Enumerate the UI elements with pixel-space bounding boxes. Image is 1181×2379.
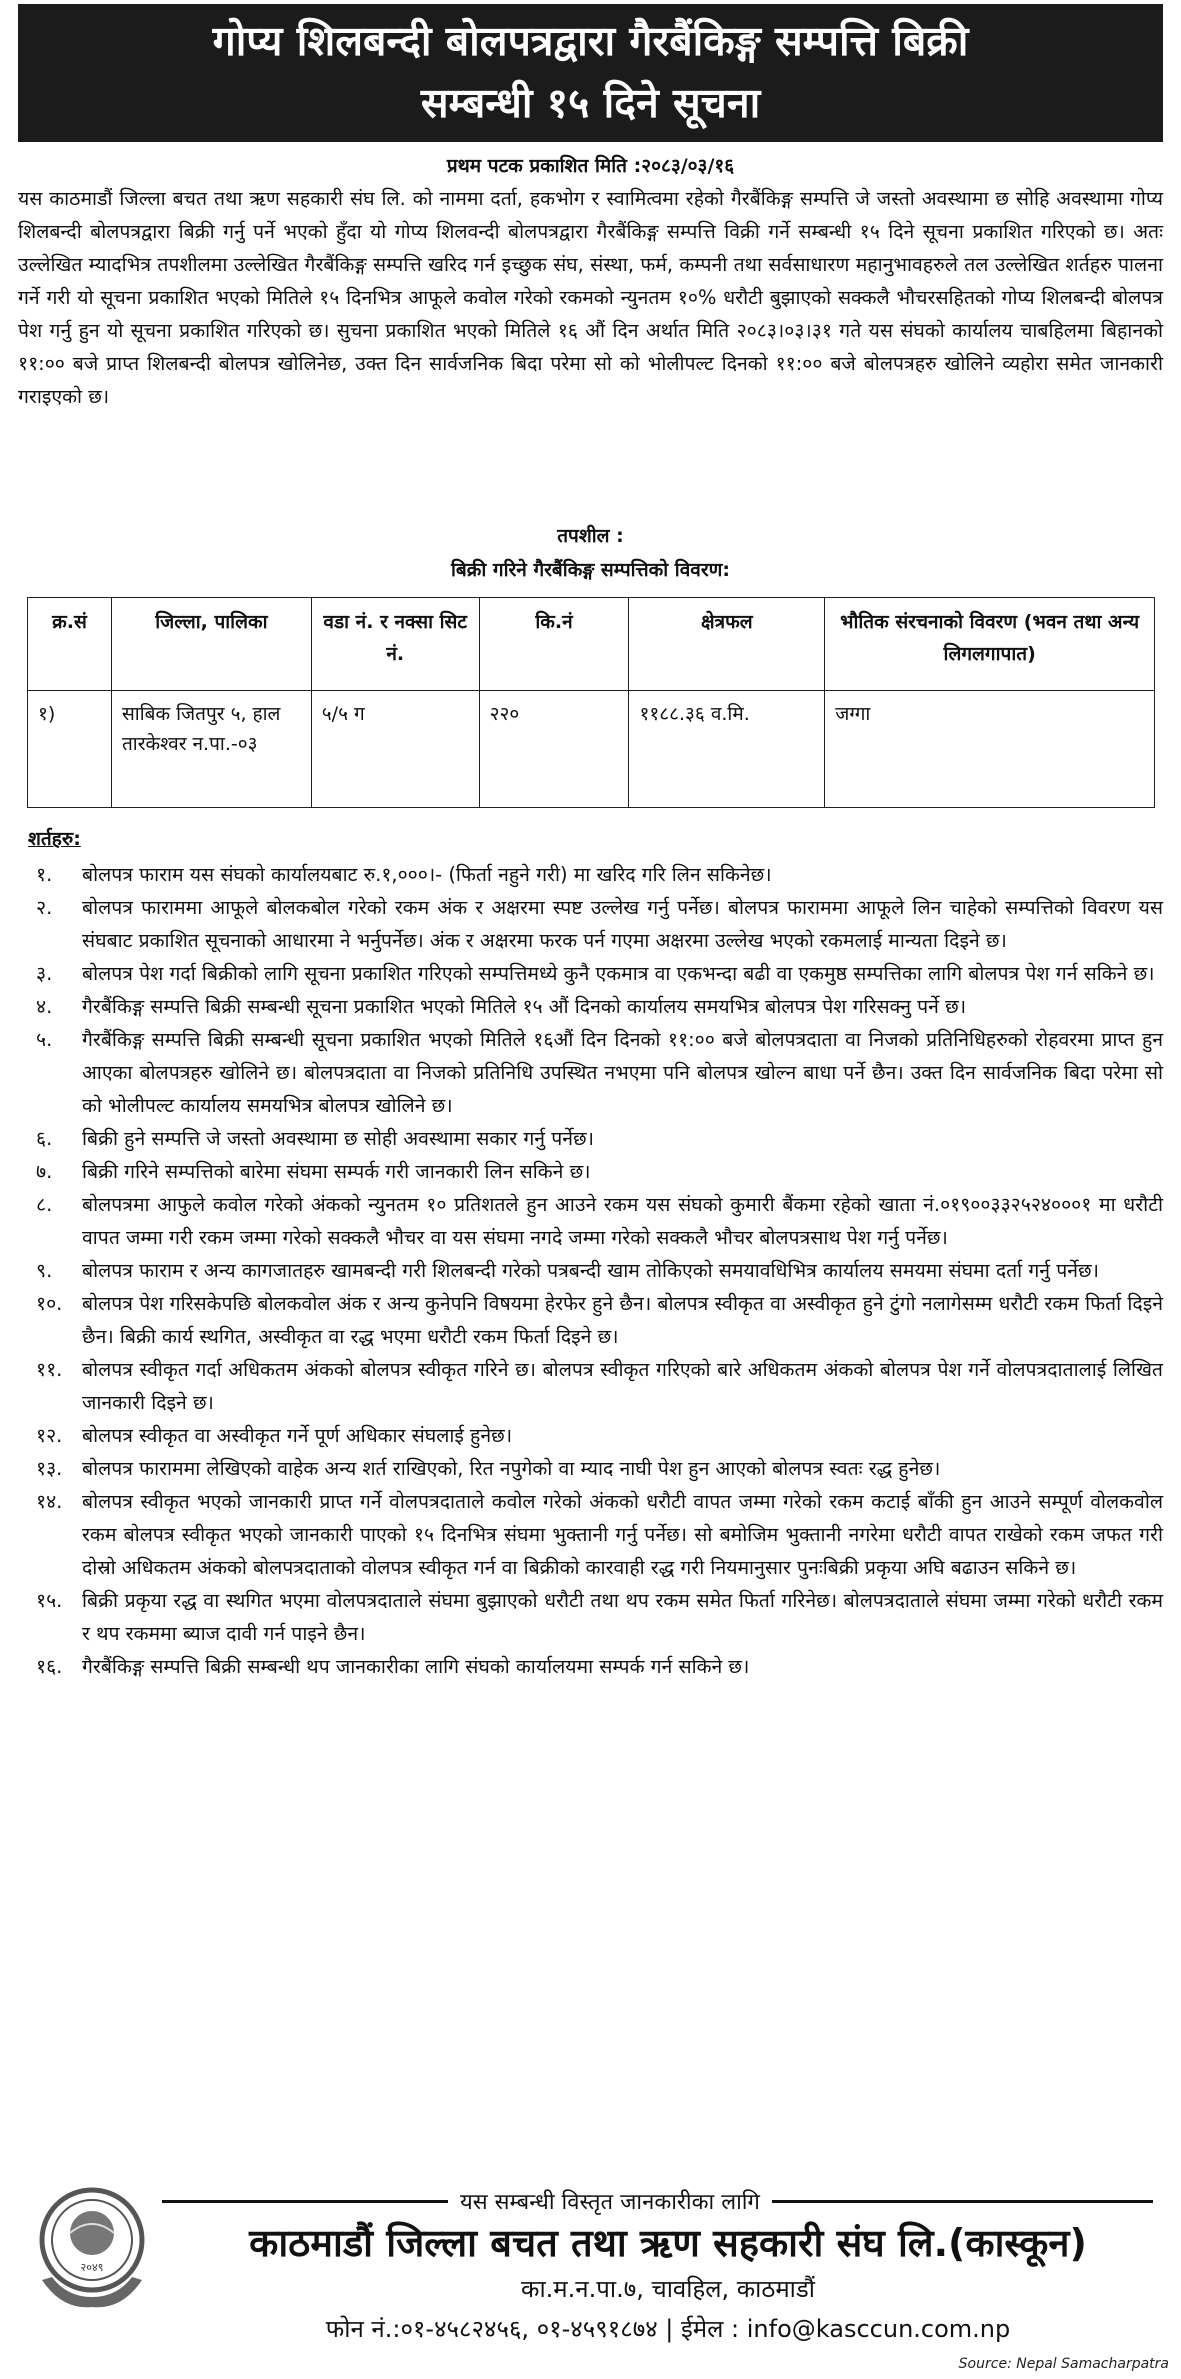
list-item	[18, 1023, 1163, 1122]
list-item	[18, 1485, 1163, 1584]
condition-number: ७.	[36, 1160, 53, 1183]
list-item	[18, 1584, 1163, 1650]
intro-paragraph: यस काठमाडौं जिल्ला बचत तथा ऋण सहकारी संघ लि. को नाममा दर्ता, हकभोग र स्वामित्वमा रहेको गैरबैंकिङ्ग सम्पत्ति जे जस्तो अवस्थामा छ सोहि अवस्थामा गोप्य शिलबन्दी बोलपत्रद्वारा बिक्री गर्नु पर्ने भएको हुँदा यो गोप्य शिलवन्दी बोलपत्रद्वारा गैरबैंकिङ्ग सम्पत्ति विक्री गर्ने सम्बन्धी १५ दिने सूचना प्रकाशित गरिएको छ। अतः उल्लेखित म्यादभित्र तपशीलमा उल्लेखित गैरबैंकिङ्ग सम्पत्ति खरिद गर्न इच्छुक संघ, संस्था, फर्म, कम्पनी तथा सर्वसाधारण महानुभावहरुले तल उल्लेखित शर्तहरु पालना गर्ने गरी यो सूचना प्रकाशित भएको मितिले १५ दिनभित्र आफूले कवोल गरेको रकमको न्युनतम १०% धरौटी बुझाएको सक्कलै भौचरसहितको गोप्य शिलबन्दी बोलपत्र पेश गर्नु हुन यो सूचना प्रकाशित गरिएको छ। सुचना प्रकाशित भएको मितिले १६ औं दिन अर्थात मिति २०८३।०३।३१ गते यस संघको कार्यालय चाबहिलमा बिहानको ११:०० बजे प्राप्त शिलबन्दी बोलपत्र खोलिनेछ, उक्त दिन सार्वजनिक बिदा परेमा सो को भोलीपल्ट दिनको ११:०० बजे बोलपत्रहरु खोलिने व्यहोरा समेत जानकारी गराइएको छ।	[18, 187, 1163, 408]
logo-year: २०४९	[80, 2261, 104, 2274]
table-row	[28, 691, 1155, 808]
organization-contact: फोन नं.:०१-४५८२४५६, ०१-४५९१८७४ | ईमेल : info@kasccun.com.np	[325, 2315, 1011, 2343]
footer-note: यस सम्बन्धी विस्तृत जानकारीका लागि	[448, 2186, 772, 2216]
list-item	[18, 1650, 1163, 1683]
list-item	[18, 1452, 1163, 1485]
notice-title	[18, 4, 1163, 142]
table-heading: बिक्री गरिने गैरबैंकिङ्ग सम्पत्तिको विवरण:	[451, 559, 730, 581]
list-item	[18, 1254, 1163, 1287]
cell-district: साबिक जितपुर ५, हाल तारकेश्वर न.पा.-०३	[111, 691, 311, 808]
organization-name: काठमाडौं जिल्ला बचत तथा ऋण सहकारी संघ लि.(कास्कून)	[249, 2221, 1087, 2265]
header-plot-no: कि.नं	[479, 598, 629, 691]
condition-text: बिक्री हुने सम्पत्ति जे जस्तो अवस्थामा छ सोही अवस्थामा सकार गर्नु पर्नेछ।	[82, 1127, 594, 1150]
condition-text: बोलपत्र स्वीकृत भएको जानकारी प्राप्त गर्ने वोलपत्रदाताले कवोल गरेको अंकको धरौटी वापत जम्मा गरेको रकम कटाई बाँकी हुन आउने सम्पूर्ण वोलकवोल रकम बोलपत्र स्वीकृत भएको जानकारी पाएको १५ दिनभित्र संघमा भुक्तानी गर्नु पर्नेछ। सो बमोजिम भुक्तानी नगरेमा धरौटी वापत राखेको रकम जफत गरी दोस्रो अधिकतम अंकको बोलपत्रदाताको वोलपत्र स्वीकृत गर्न वा बिक्रीको कारवाही रद्ध गरी नियमानुसार पुनःबिक्री प्रकृया अघि बढाउन सकिने छ।	[82, 1490, 1163, 1579]
details-heading: तपशील :	[557, 525, 624, 547]
cell-ward-map: ५/५ ग	[311, 691, 479, 808]
condition-number: १६.	[36, 1655, 63, 1678]
conditions-list	[18, 858, 1163, 1683]
condition-text: बोलपत्र फाराममा आफूले बोलकबोल गरेको रकम अंक र अक्षरमा स्पष्ट उल्लेख गर्नु पर्नेछ। बोलपत्र फाराममा आफूले लिन चाहेको सम्पत्तिको विवरण यस संघबाट प्रकाशित सूचनाको आधारमा ने भर्नुपर्नेछ। अंक र अक्षरमा फरक पर्न गएमा अक्षरमा उल्लेख भएको रकमलाई मान्यता दिइने छ।	[82, 896, 1163, 952]
condition-text: बोलपत्र स्वीकृत गर्दा अधिकतम अंकको बोलपत्र स्वीकृत गरिने छ। बोलपत्र स्वीकृत गरिएको बारे अधिकतम अंकको बोलपत्र पेश गर्ने वोलपत्रदातालाई लिखित जानकारी दिइने छ।	[82, 1358, 1163, 1414]
condition-text: गैरबैंकिङ्ग सम्पत्ति बिक्री सम्बन्धी सूचना प्रकाशित भएको मितिले १५ औं दिनको कार्यालय समयभित्र बोलपत्र पेश गरिसक्नु पर्ने छ।	[82, 995, 967, 1018]
condition-text: बोलपत्रमा आफुले कवोल गरेको अंकको न्युनतम १० प्रतिशतले हुन आउने रकम यस संघको कुमारी बैंकमा रहेको खाता नं.०१९००३३२५२४०००१ मा धरौटी वापत जम्मा गरी रकम जम्मा गरेको सक्कलै भौचर वा यस संघमा नगदे जम्मा गरेको सक्कलै भौचर बोलपत्रसाथ पेश गर्नु पर्नेछ।	[82, 1193, 1163, 1249]
condition-number: १३.	[36, 1457, 63, 1480]
condition-number: ९.	[36, 1259, 53, 1282]
list-item	[18, 1122, 1163, 1155]
condition-text: बोलपत्र फाराममा लेखिएको वाहेक अन्य शर्त राखिएको, रित नपुगेको वा म्याद नाघी पेश हुन आएको बोलपत्र स्वतः रद्ध हुनेछ।	[82, 1457, 941, 1480]
condition-text: बोलपत्र पेश गर्दा बिक्रीको लागि सूचना प्रकाशित गरिएको सम्पत्तिमध्ये कुनै एकमात्र वा एकभन्दा बढी वा एकमुष्ठ सम्पत्तिका लागि बोलपत्र पेश गर्न सकिने छ।	[82, 962, 1155, 985]
condition-number: ८.	[36, 1193, 53, 1216]
condition-number: १२.	[36, 1424, 63, 1447]
condition-text: बिक्री गरिने सम्पत्तिको बारेमा संघमा सम्पर्क गरी जानकारी लिन सकिने छ।	[82, 1160, 591, 1183]
condition-number: ३.	[36, 962, 53, 985]
title-line-1: गोप्य शिलबन्दी बोलपत्रद्वारा गैरबैंकिङ्ग सम्पत्ति बिक्री	[212, 17, 969, 65]
list-item	[18, 1419, 1163, 1452]
condition-number: ४.	[36, 995, 53, 1018]
organization-address: का.म.न.पा.७, चावहिल, काठमाडौं	[521, 2275, 815, 2303]
list-item	[18, 1155, 1163, 1188]
organization-logo	[32, 2185, 152, 2315]
condition-number: १०.	[36, 1292, 63, 1315]
list-item	[18, 1188, 1163, 1254]
header-district: जिल्ला, पालिका	[111, 598, 311, 691]
condition-text: गैरबैंकिङ्ग सम्पत्ति बिक्री सम्बन्धी सूचना प्रकाशित भएको मितिले १६औं दिन दिनको ११:०० बजे बोलपत्रदाता वा निजको प्रतिनिधिहरुको रोहवरमा प्राप्त हुन आएका बोलपत्रहरु खोलिने छ। बोलपत्रदाता वा निजको प्रतिनिधि उपस्थित नभएमा पनि बोलपत्र खोल्न बाधा पर्ने छैन। उक्त दिन सार्वजनिक बिदा परेमा सो को भोलीपल्ट कार्यालय समयभित्र बोलपत्र खोलिने छ।	[82, 1028, 1163, 1117]
condition-number: १४.	[36, 1490, 63, 1513]
source-credit: Source: Nepal Samacharpatra	[958, 2356, 1169, 2372]
condition-text: बोलपत्र पेश गरिसकेपछि बोलकवोल अंक र अन्य कुनेपनि विषयमा हेरफेर हुने छैन। बोलपत्र स्वीकृत वा अस्वीकृत हुने टुंगो नलागेसम्म धरौटी रकम फिर्ता दिइने छैन। बिक्री कार्य स्थगित, अस्वीकृत वा रद्ध भएमा धरौटी रकम फिर्ता दिइने छ।	[82, 1292, 1163, 1348]
condition-number: १.	[36, 863, 53, 886]
cell-plot-no: २२०	[479, 691, 629, 808]
condition-text: बोलपत्र फाराम र अन्य कागजातहरु खामबन्दी गरी शिलबन्दी गरेको पत्रबन्दी खाम तोकिएको समयावधिभित्र कार्यालय समयमा संघमा दर्ता गर्नु पर्नेछ।	[82, 1259, 1099, 1282]
condition-number: २.	[36, 896, 53, 919]
condition-text: बोलपत्र फाराम यस संघको कार्यालयबाट रु.१,०००।- (फिर्ता नहुने गरी) मा खरिद गरि लिन सकिनेछ।	[82, 863, 772, 886]
footer-rule-left	[162, 2200, 452, 2203]
list-item	[18, 1287, 1163, 1353]
list-item	[18, 957, 1163, 990]
notice-page	[18, 0, 1163, 2379]
conditions-label: शर्तहरु:	[28, 828, 81, 850]
list-item	[18, 858, 1163, 891]
footer-rule-right	[738, 2200, 1153, 2203]
list-item	[18, 1353, 1163, 1419]
asset-table	[27, 597, 1155, 808]
condition-number: ११.	[36, 1358, 63, 1381]
condition-text: गैरबैंकिङ्ग सम्पत्ति बिक्री सम्बन्धी थप जानकारीका लागि संघको कार्यालयमा सम्पर्क गर्न सकिने छ।	[82, 1655, 750, 1678]
condition-text: बोलपत्र स्वीकृत वा अस्वीकृत गर्ने पूर्ण अधिकार संघलाई हुनेछ।	[82, 1424, 513, 1447]
list-item	[18, 891, 1163, 957]
header-area: क्षेत्रफल	[629, 598, 825, 691]
condition-number: ६.	[36, 1127, 53, 1150]
header-ward-map: वडा नं. र नक्सा सिट नं.	[311, 598, 479, 691]
title-line-2: सम्बन्धी १५ दिने सूचना	[420, 79, 761, 127]
table-header-row	[28, 598, 1155, 691]
cell-serial: १)	[28, 691, 112, 808]
cell-structure: जग्गा	[825, 691, 1155, 808]
condition-number: ५.	[36, 1028, 53, 1051]
condition-text: बिक्री प्रकृया रद्ध वा स्थगित भएमा वोलपत्रदाताले संघमा बुझाएको धरौटी तथा थप रकम समेत फिर्ता गरिनेछ। बोलपत्रदाताले संघमा जम्मा गरेको धरौटी रकम र थप रकममा ब्याज दावी गर्न पाइने छैन।	[82, 1589, 1163, 1645]
header-structure: भौतिक संरचनाको विवरण (भवन तथा अन्य लिगलगापात)	[825, 598, 1155, 691]
condition-number: १५.	[36, 1589, 63, 1612]
list-item	[18, 990, 1163, 1023]
publication-date: प्रथम पटक प्रकाशित मिति :२०८३/०३/१६	[446, 155, 735, 177]
cell-area: ११८८.३६ व.मि.	[629, 691, 825, 808]
header-serial: क्र.सं	[28, 598, 112, 691]
